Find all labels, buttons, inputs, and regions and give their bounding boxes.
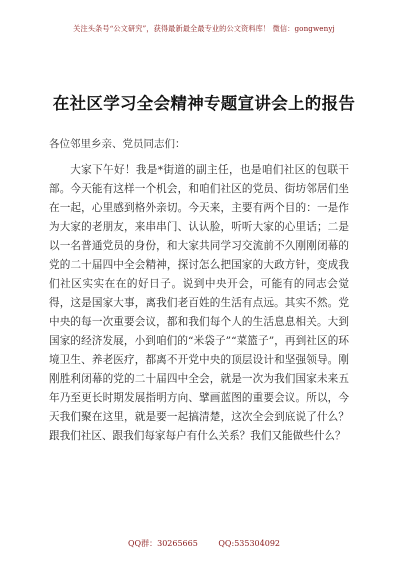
body-text xyxy=(49,161,349,446)
footer-qq-group: QQ群：30265665 xyxy=(127,539,198,548)
document-title: 在社区学习全会精神专题宣讲会上的报告 xyxy=(52,94,356,113)
footer xyxy=(0,538,408,549)
footer-qq: QQ:535304092 xyxy=(218,539,280,548)
header-note: 关注头条号“公文研究”，获得最新最全最专业的公文资料库！ 微信：gongwenyj xyxy=(73,24,335,33)
body-paragraph: 大家下午好！我是*街道的副主任，也是咱们社区的包联干部。今天能有这样一个机会，和咱们社区的党员、街坊邻居们坐在一起，心里感到格外亲切。今天来，主要有两个目的：一是作为大家的老朋友，来串串门、认认脸，听听大家的心里话；二是以一名普通党员的身份，和大家共同学习交流前不久刚刚闭幕的党的二十届四中全会精神，探讨怎么把国家的大政方针，变成我们社区实实在在的好日子。说到中央开会，可能有的同志会觉得，这是国家大事，离我们老百姓的生活有点远。其实不然。党中央的每一次重要会议，都和我们每个人的生活息息相关。大到国家的经济发展，小到咱们的“米袋子”“菜篮子”，再到社区的环境卫生、养老医疗，都离不开党中央的顶层设计和坚强领导。刚刚胜利闭幕的党的二十届四中全会，就是一次为我们国家未来五年乃至更长时期发展指明方向、擘画蓝图的重要会议。所以，今天我们聚在这里，就是要一起搞清楚，这次全会到底说了什么？跟我们社区、跟我们每家每户有什么关系？我们又能做些什么？ xyxy=(49,164,349,442)
salutation: 各位邻里乡亲、党员同志们： xyxy=(49,138,186,150)
